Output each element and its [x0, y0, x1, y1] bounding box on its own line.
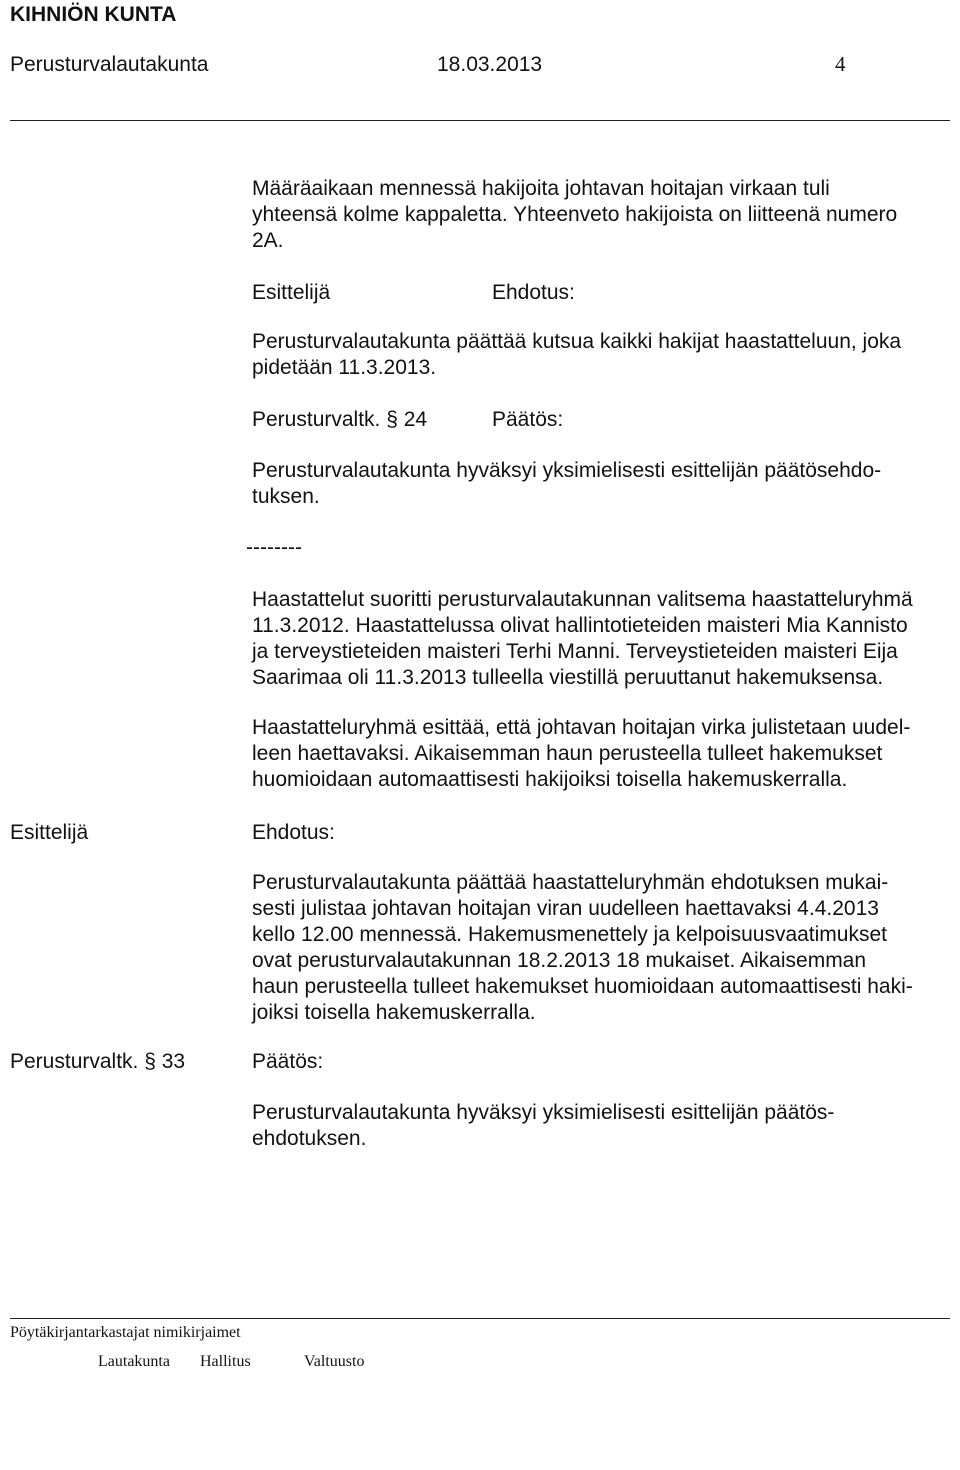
text-line: Perusturvalautakunta hyväksyi yksimielisesti esittelijän päätösehdo-: [252, 459, 882, 482]
text-line: Haastatteluryhmä esittää, että johtavan hoitajan virka julistetaan uudel-: [252, 716, 911, 739]
committee-name: Perusturvalautakunta: [10, 53, 209, 76]
text-line: Perusturvalautakunta hyväksyi yksimielisesti esittelijän päätös-: [252, 1101, 835, 1124]
text-line: huomioidaan automaattisesti hakijoiksi toisella hakemuskerralla.: [252, 768, 848, 791]
signatures-label: Pöytäkirjantarkastajat nimikirjaimet: [10, 1324, 241, 1341]
text-line: Perusturvalautakunta päättää haastatteluryhmän ehdotuksen mukai-: [252, 871, 889, 894]
footer-column-valtuusto: Valtuusto: [304, 1353, 365, 1370]
text-line: Perusturvalautakunta päättää kutsua kaikki hakijat haastatteluun, joka: [252, 330, 902, 353]
reference-label: Perusturvaltk.: [10, 1050, 139, 1073]
reference-label: Perusturvaltk.: [252, 408, 381, 431]
reference-number: § 24: [386, 408, 428, 431]
organization-name: KIHNIÖN KUNTA: [10, 3, 177, 26]
page-number: 4: [835, 52, 846, 76]
text-line: 2A.: [252, 229, 284, 252]
footer-rule: [10, 1318, 950, 1319]
decision-label: Päätös:: [252, 1050, 324, 1073]
text-line: 11.3.2012. Haastattelussa olivat hallintotieteiden maisteri Mia Kannisto: [252, 614, 908, 637]
text-line: kello 12.00 mennessä. Hakemusmenettely ja kelpoisuusvaatimukset: [252, 923, 887, 946]
intro-paragraph: [252, 176, 897, 254]
footer-column-lautakunta: Lautakunta: [98, 1353, 170, 1370]
separator: --------: [246, 536, 302, 559]
text-line: Määräaikaan mennessä hakijoita johtavan hoitajan virkaan tuli: [252, 177, 830, 200]
section-reference: [10, 1049, 185, 1075]
proposal-text: [252, 329, 901, 381]
header-rule: [10, 120, 950, 121]
text-line: yhteensä kolme kappaletta. Yhteenveto hakijoista on liitteenä numero: [252, 203, 898, 226]
text-line: Saarimaa oli 11.3.2013 tulleella viestillä peruuttanut hakemuksensa.: [252, 666, 884, 689]
text-line: pidetään 11.3.2013.: [252, 356, 437, 379]
proposal-label: Ehdotus:: [252, 821, 335, 844]
decision-label: Päätös:: [492, 408, 564, 431]
meeting-date: 18.03.2013: [437, 53, 543, 76]
presenter-label: Esittelijä: [252, 281, 331, 304]
text-line: leen haettavaksi. Aikaisemman haun perusteella tulleet hakemukset: [252, 742, 883, 765]
section-reference: [252, 407, 427, 433]
proposal-text: [252, 870, 913, 1026]
decision-text: [252, 458, 881, 510]
text-line: ehdotuksen.: [252, 1127, 367, 1150]
text-line: Haastattelut suoritti perusturvalautakunnan valitsema haastatteluryhmä: [252, 588, 913, 611]
text-line: haun perusteella tulleet hakemukset huomioidaan automaattisesti haki-: [252, 975, 913, 998]
text-line: ja terveystieteiden maisteri Terhi Manni. Terveystieteiden maisteri Eija: [252, 640, 898, 663]
presenter-label: Esittelijä: [10, 821, 89, 844]
text-line: joiksi toisella hakemuskerralla.: [252, 1001, 536, 1024]
text-line: tuksen.: [252, 485, 320, 508]
reference-number: § 33: [144, 1050, 186, 1073]
text-line: ovat perusturvalautakunnan 18.2.2013 18 mukaiset. Aikaisemman: [252, 949, 867, 972]
text-line: sesti julistaa johtavan hoitajan viran uudelleen haettavaksi 4.4.2013: [252, 897, 879, 920]
group-paragraph: [252, 715, 910, 793]
proposal-label: Ehdotus:: [492, 281, 575, 304]
interview-paragraph: [252, 587, 913, 691]
decision-text: [252, 1100, 834, 1152]
footer-column-hallitus: Hallitus: [200, 1353, 251, 1370]
